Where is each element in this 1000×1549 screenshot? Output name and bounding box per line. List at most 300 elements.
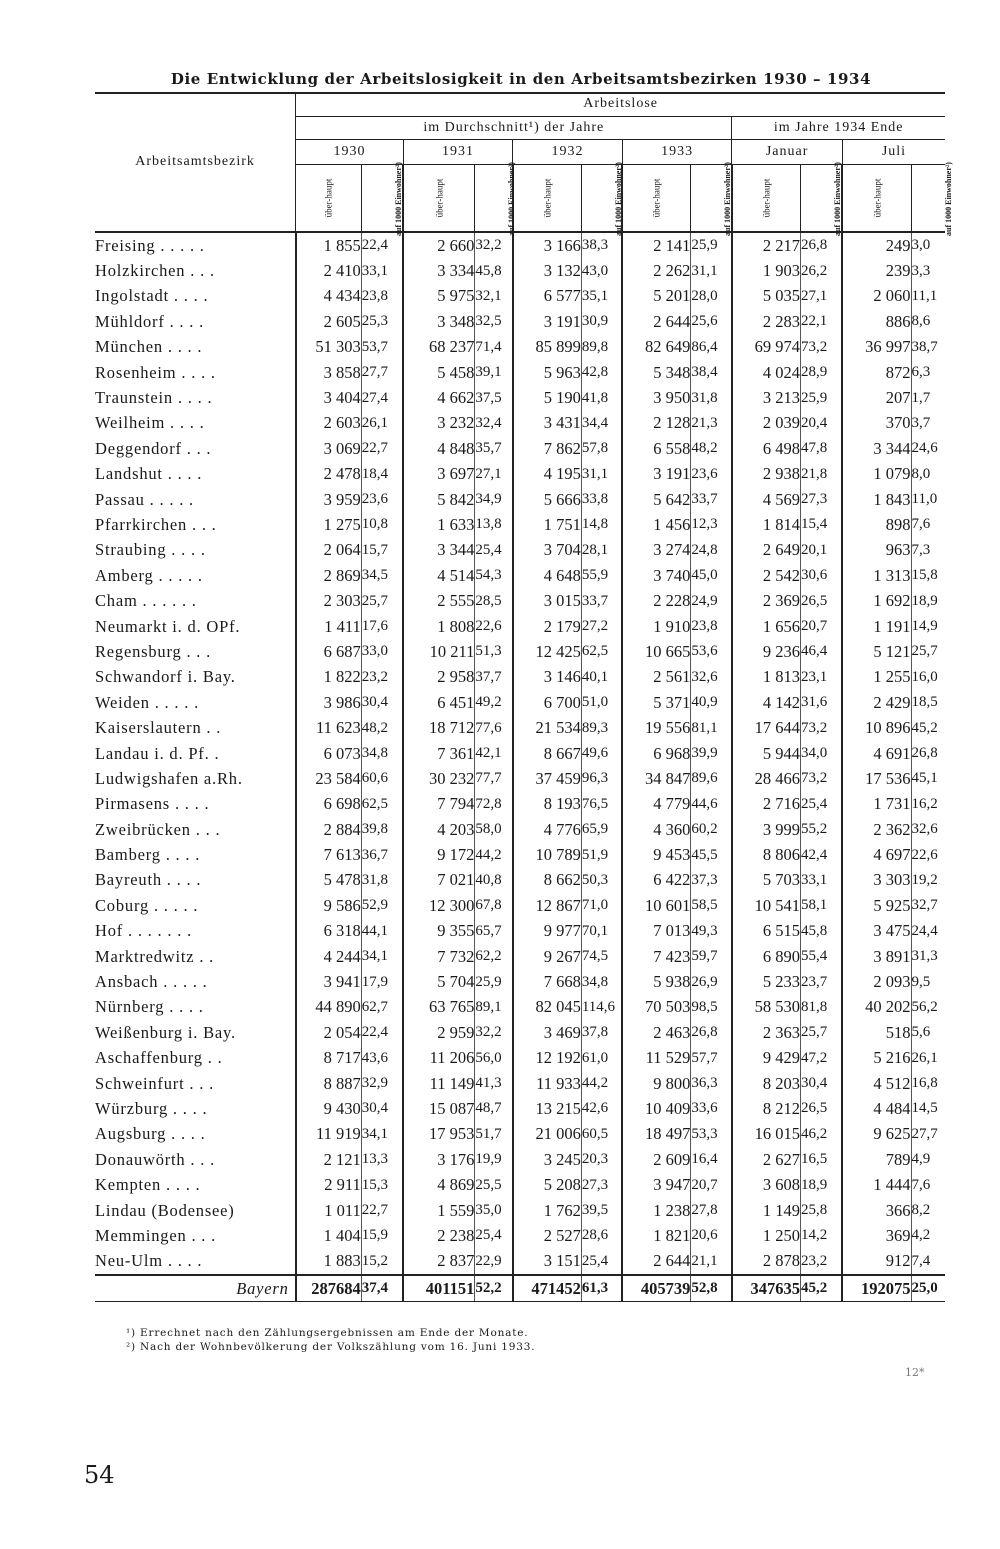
count-cell: 5 371 [622, 690, 691, 715]
count-cell: 11 919 [296, 1122, 362, 1147]
rate-cell: 32,4 [475, 411, 513, 436]
count-cell: 6 073 [296, 741, 362, 766]
count-cell: 2 283 [732, 309, 801, 334]
district-name: Zweibrücken . . . [95, 817, 296, 842]
count-cell: 3 950 [622, 385, 691, 410]
col-total-label: über-haupt [761, 178, 772, 218]
rate-cell: 26,8 [800, 232, 842, 258]
footnote: ²) Nach der Wohnbevölkerung der Volkszählung vom 16. Juni 1933. [126, 1341, 536, 1353]
count-cell: 3 740 [622, 563, 691, 588]
district-name: Aschaffenburg . . [95, 1046, 296, 1071]
col-per1000-label: auf 1000 Einwohner²) [832, 161, 842, 236]
rate-cell: 31,3 [911, 944, 945, 969]
table-row [95, 284, 945, 309]
unemployed-header: Arbeitslose [296, 92, 945, 117]
count-cell: 18 712 [403, 715, 475, 740]
table-row [95, 792, 945, 817]
count-cell: 2 128 [622, 411, 691, 436]
table-row [95, 868, 945, 893]
table-row [95, 232, 945, 258]
count-cell: 8 887 [296, 1071, 362, 1096]
count-cell: 207 [842, 385, 911, 410]
count-cell: 3 999 [732, 817, 801, 842]
rate-cell: 25,7 [800, 1020, 842, 1045]
rate-cell: 44,2 [581, 1071, 622, 1096]
average-years-header: im Durchschnitt¹) der Jahre [296, 117, 732, 140]
rate-cell: 33,1 [800, 868, 842, 893]
count-cell: 2 644 [622, 1249, 691, 1275]
count-cell: 2 410 [296, 258, 362, 283]
table-row [95, 690, 945, 715]
count-cell: 17 644 [732, 715, 801, 740]
count-cell: 401151 [403, 1275, 475, 1302]
table-top-rule [95, 92, 945, 94]
count-cell: 17 953 [403, 1122, 475, 1147]
col-per1000-label: auf 1000 Einwohner²) [507, 161, 517, 236]
col-per1000-label: auf 1000 Einwohner²) [723, 161, 733, 236]
count-cell: 1 692 [842, 588, 911, 613]
count-cell: 249 [842, 232, 911, 258]
rate-cell: 21,8 [800, 462, 842, 487]
count-cell: 4 434 [296, 284, 362, 309]
table-row [95, 1046, 945, 1071]
count-cell: 2 649 [732, 538, 801, 563]
count-cell: 18 497 [622, 1122, 691, 1147]
rate-cell: 28,0 [691, 284, 732, 309]
rate-cell: 39,9 [691, 741, 732, 766]
count-cell: 10 896 [842, 715, 911, 740]
count-cell: 10 601 [622, 893, 691, 918]
table-row [95, 309, 945, 334]
rate-cell: 45,0 [691, 563, 732, 588]
table-row [95, 335, 945, 360]
count-cell: 68 237 [403, 335, 475, 360]
count-cell: 2 555 [403, 588, 475, 613]
rate-cell: 23,8 [691, 614, 732, 639]
count-cell: 7 361 [403, 741, 475, 766]
rate-cell: 81,1 [691, 715, 732, 740]
rate-cell: 32,6 [911, 817, 945, 842]
rate-cell: 35,7 [475, 436, 513, 461]
district-name: Lindau (Bodensee) [95, 1198, 296, 1223]
rate-cell: 44,6 [691, 792, 732, 817]
count-cell: 9 453 [622, 842, 691, 867]
rate-cell: 15,3 [361, 1172, 403, 1197]
rate-cell: 50,3 [581, 868, 622, 893]
rate-cell: 18,4 [361, 462, 403, 487]
count-cell: 7 732 [403, 944, 475, 969]
rate-cell: 77,7 [475, 766, 513, 791]
count-cell: 9 267 [513, 944, 582, 969]
district-name: Bayreuth . . . . [95, 868, 296, 893]
count-cell: 6 498 [732, 436, 801, 461]
rate-cell: 15,4 [800, 512, 842, 537]
count-cell: 347635 [732, 1275, 801, 1302]
count-cell: 8 717 [296, 1046, 362, 1071]
count-cell: 5 642 [622, 487, 691, 512]
rate-cell: 54,3 [475, 563, 513, 588]
rate-cell: 24,9 [691, 588, 732, 613]
rate-cell: 14,5 [911, 1096, 945, 1121]
rate-cell: 34,5 [361, 563, 403, 588]
table-row [95, 588, 945, 613]
count-cell: 3 891 [842, 944, 911, 969]
rate-cell: 26,8 [911, 741, 945, 766]
rate-cell: 96,3 [581, 766, 622, 791]
rate-cell: 23,1 [800, 665, 842, 690]
rate-cell: 16,0 [911, 665, 945, 690]
district-name: Regensburg . . . [95, 639, 296, 664]
rate-cell: 38,4 [691, 360, 732, 385]
count-cell: 5 216 [842, 1046, 911, 1071]
rate-cell: 61,3 [581, 1275, 622, 1302]
count-cell: 34 847 [622, 766, 691, 791]
rate-cell: 16,5 [800, 1147, 842, 1172]
rate-cell: 33,7 [581, 588, 622, 613]
table-row [95, 1122, 945, 1147]
count-cell: 2 179 [513, 614, 582, 639]
rate-cell: 45,8 [475, 258, 513, 283]
count-cell: 192075 [842, 1275, 911, 1302]
rate-cell: 49,2 [475, 690, 513, 715]
count-cell: 5 201 [622, 284, 691, 309]
count-cell: 8 806 [732, 842, 801, 867]
count-cell: 6 451 [403, 690, 475, 715]
rate-cell: 45,8 [800, 919, 842, 944]
count-cell: 5 190 [513, 385, 582, 410]
rate-cell: 53,6 [691, 639, 732, 664]
rate-cell: 6,3 [911, 360, 945, 385]
rate-cell: 40,1 [581, 665, 622, 690]
count-cell: 4 697 [842, 842, 911, 867]
rate-cell: 40,8 [475, 868, 513, 893]
period-header-1932: 1932 [513, 140, 623, 165]
district-name: Weiden . . . . . [95, 690, 296, 715]
rate-cell: 27,2 [581, 614, 622, 639]
rate-cell: 39,1 [475, 360, 513, 385]
rate-cell: 42,6 [581, 1096, 622, 1121]
rate-cell: 28,9 [800, 360, 842, 385]
count-cell: 3 146 [513, 665, 582, 690]
count-cell: 5 963 [513, 360, 582, 385]
count-cell: 5 938 [622, 969, 691, 994]
rate-cell: 31,8 [361, 868, 403, 893]
count-cell: 1 843 [842, 487, 911, 512]
rate-cell: 40,9 [691, 690, 732, 715]
count-cell: 12 867 [513, 893, 582, 918]
count-cell: 3 176 [403, 1147, 475, 1172]
rate-cell: 26,5 [800, 1096, 842, 1121]
count-cell: 5 348 [622, 360, 691, 385]
count-cell: 10 211 [403, 639, 475, 664]
table-row [95, 639, 945, 664]
count-cell: 9 625 [842, 1122, 911, 1147]
rate-cell: 25,4 [475, 1223, 513, 1248]
count-cell: 963 [842, 538, 911, 563]
count-cell: 1 903 [732, 258, 801, 283]
rate-cell: 22,6 [475, 614, 513, 639]
count-cell: 9 800 [622, 1071, 691, 1096]
rate-cell: 55,4 [800, 944, 842, 969]
count-cell: 1 814 [732, 512, 801, 537]
count-cell: 10 789 [513, 842, 582, 867]
count-cell: 8 667 [513, 741, 582, 766]
rate-cell: 32,2 [475, 232, 513, 258]
rate-cell: 81,8 [800, 995, 842, 1020]
district-name: Memmingen . . . [95, 1223, 296, 1248]
rate-cell: 23,6 [691, 462, 732, 487]
count-cell: 2 478 [296, 462, 362, 487]
count-cell: 1 191 [842, 614, 911, 639]
rate-cell: 7,6 [911, 512, 945, 537]
count-cell: 3 245 [513, 1147, 582, 1172]
rate-cell: 28,5 [475, 588, 513, 613]
rate-cell: 26,5 [800, 588, 842, 613]
count-cell: 9 236 [732, 639, 801, 664]
rate-cell: 15,7 [361, 538, 403, 563]
count-cell: 3 151 [513, 1249, 582, 1275]
col-per1000-label: auf 1000 Einwohner²) [613, 161, 623, 236]
rate-cell: 32,7 [911, 893, 945, 918]
district-name: Cham . . . . . . [95, 588, 296, 613]
count-cell: 37 459 [513, 766, 582, 791]
count-cell: 5 925 [842, 893, 911, 918]
rate-cell: 34,1 [361, 1122, 403, 1147]
rate-cell: 13,3 [361, 1147, 403, 1172]
rate-cell: 16,8 [911, 1071, 945, 1096]
count-cell: 70 503 [622, 995, 691, 1020]
count-cell: 3 069 [296, 436, 362, 461]
rate-cell: 62,2 [475, 944, 513, 969]
table-row [95, 995, 945, 1020]
count-cell: 2 878 [732, 1249, 801, 1275]
rate-cell: 19,2 [911, 868, 945, 893]
rate-cell: 60,2 [691, 817, 732, 842]
table-row [95, 842, 945, 867]
count-cell: 11 529 [622, 1046, 691, 1071]
count-cell: 6 687 [296, 639, 362, 664]
table-row [95, 1198, 945, 1223]
rate-cell: 53,3 [691, 1122, 732, 1147]
count-cell: 6 577 [513, 284, 582, 309]
count-cell: 2 660 [403, 232, 475, 258]
rate-cell: 25,9 [800, 385, 842, 410]
count-cell: 6 422 [622, 868, 691, 893]
count-cell: 28 466 [732, 766, 801, 791]
count-cell: 4 244 [296, 944, 362, 969]
count-cell: 2 060 [842, 284, 911, 309]
rate-cell: 32,9 [361, 1071, 403, 1096]
district-name: Amberg . . . . . [95, 563, 296, 588]
count-cell: 5 233 [732, 969, 801, 994]
table-row [95, 487, 945, 512]
rate-cell: 8,6 [911, 309, 945, 334]
rate-cell: 44,1 [361, 919, 403, 944]
count-cell: 4 869 [403, 1172, 475, 1197]
total-row [95, 1275, 945, 1302]
rate-cell: 27,7 [361, 360, 403, 385]
rate-cell: 56,2 [911, 995, 945, 1020]
district-name: Traunstein . . . . [95, 385, 296, 410]
count-cell: 9 586 [296, 893, 362, 918]
rate-cell: 34,4 [581, 411, 622, 436]
count-cell: 4 360 [622, 817, 691, 842]
rate-cell: 28,1 [581, 538, 622, 563]
rate-cell: 60,6 [361, 766, 403, 791]
count-cell: 3 303 [842, 868, 911, 893]
rate-cell: 18,9 [911, 588, 945, 613]
count-cell: 3 132 [513, 258, 582, 283]
count-cell: 4 203 [403, 817, 475, 842]
table-row [95, 1020, 945, 1045]
rate-cell: 71,4 [475, 335, 513, 360]
rate-cell: 3,7 [911, 411, 945, 436]
rate-cell: 27,3 [800, 487, 842, 512]
count-cell: 1 559 [403, 1198, 475, 1223]
rate-cell: 41,3 [475, 1071, 513, 1096]
count-cell: 287684 [296, 1275, 362, 1302]
count-cell: 2 429 [842, 690, 911, 715]
table-row [95, 715, 945, 740]
count-cell: 5 975 [403, 284, 475, 309]
count-cell: 7 794 [403, 792, 475, 817]
count-cell: 4 648 [513, 563, 582, 588]
count-cell: 4 691 [842, 741, 911, 766]
col-total-label: über-haupt [542, 178, 553, 218]
count-cell: 6 558 [622, 436, 691, 461]
rate-cell: 36,3 [691, 1071, 732, 1096]
rate-cell: 57,7 [691, 1046, 732, 1071]
table-row [95, 360, 945, 385]
rate-cell: 27,8 [691, 1198, 732, 1223]
rate-cell: 48,2 [361, 715, 403, 740]
rate-cell: 52,9 [361, 893, 403, 918]
rate-cell: 30,4 [361, 690, 403, 715]
rate-cell: 25,8 [800, 1198, 842, 1223]
count-cell: 2 644 [622, 309, 691, 334]
table-row [95, 385, 945, 410]
rate-cell: 14,9 [911, 614, 945, 639]
rate-cell: 37,7 [475, 665, 513, 690]
count-cell: 9 977 [513, 919, 582, 944]
rate-cell: 52,2 [475, 1275, 513, 1302]
col-total-label: über-haupt [323, 178, 334, 218]
table-row [95, 411, 945, 436]
count-cell: 10 541 [732, 893, 801, 918]
rate-cell: 25,9 [691, 232, 732, 258]
count-cell: 3 704 [513, 538, 582, 563]
rate-cell: 62,5 [581, 639, 622, 664]
rate-cell: 22,7 [361, 1198, 403, 1223]
count-cell: 11 206 [403, 1046, 475, 1071]
rate-cell: 34,9 [475, 487, 513, 512]
rate-cell: 46,2 [800, 1122, 842, 1147]
district-name: Schweinfurt . . . [95, 1071, 296, 1096]
rate-cell: 7,3 [911, 538, 945, 563]
rate-cell: 39,8 [361, 817, 403, 842]
table-row [95, 512, 945, 537]
col-total-label: über-haupt [871, 178, 882, 218]
rate-cell: 11,1 [911, 284, 945, 309]
rate-cell: 51,7 [475, 1122, 513, 1147]
count-cell: 13 215 [513, 1096, 582, 1121]
rate-cell: 20,6 [691, 1223, 732, 1248]
unemployment-table [95, 92, 953, 1302]
rate-cell: 45,2 [911, 715, 945, 740]
rate-cell: 89,3 [581, 715, 622, 740]
district-name: Rosenheim . . . . [95, 360, 296, 385]
count-cell: 789 [842, 1147, 911, 1172]
rate-cell: 22,7 [361, 436, 403, 461]
rate-cell: 23,2 [361, 665, 403, 690]
year-1934-header: im Jahre 1934 Ende [732, 117, 945, 140]
count-cell: 1 633 [403, 512, 475, 537]
rate-cell: 71,0 [581, 893, 622, 918]
rate-cell: 16,4 [691, 1147, 732, 1172]
rate-cell: 45,1 [911, 766, 945, 791]
rate-cell: 39,5 [581, 1198, 622, 1223]
count-cell: 10 665 [622, 639, 691, 664]
rate-cell: 45,5 [691, 842, 732, 867]
rate-cell: 70,1 [581, 919, 622, 944]
count-cell: 2 938 [732, 462, 801, 487]
rate-cell: 31,1 [581, 462, 622, 487]
col-per1000-label: auf 1000 Einwohner²) [393, 161, 403, 236]
count-cell: 471452 [513, 1275, 582, 1302]
count-cell: 3 475 [842, 919, 911, 944]
rate-cell: 51,0 [581, 690, 622, 715]
table-row [95, 258, 945, 283]
rate-cell: 33,6 [691, 1096, 732, 1121]
rate-cell: 26,1 [911, 1046, 945, 1071]
count-cell: 1 238 [622, 1198, 691, 1223]
count-cell: 7 021 [403, 868, 475, 893]
table-row [95, 817, 945, 842]
rate-cell: 43,0 [581, 258, 622, 283]
rate-cell: 30,4 [800, 1071, 842, 1096]
count-cell: 5 208 [513, 1172, 582, 1197]
footnote: ¹) Errechnet nach den Zählungsergebnissen am Ende der Monate. [126, 1327, 529, 1339]
count-cell: 3 858 [296, 360, 362, 385]
rate-cell: 33,0 [361, 639, 403, 664]
rate-cell: 67,8 [475, 893, 513, 918]
rate-cell: 8,0 [911, 462, 945, 487]
signature-mark: 12* [905, 1366, 925, 1379]
rate-cell: 14,8 [581, 512, 622, 537]
rate-cell: 31,6 [800, 690, 842, 715]
district-name: Weißenburg i. Bay. [95, 1020, 296, 1045]
rate-cell: 25,0 [911, 1275, 945, 1302]
rate-cell: 25,3 [361, 309, 403, 334]
rate-cell: 56,0 [475, 1046, 513, 1071]
rate-cell: 37,5 [475, 385, 513, 410]
rate-cell: 15,8 [911, 563, 945, 588]
rate-cell: 26,1 [361, 411, 403, 436]
count-cell: 2 463 [622, 1020, 691, 1045]
rate-cell: 89,1 [475, 995, 513, 1020]
count-cell: 4 195 [513, 462, 582, 487]
count-cell: 1 011 [296, 1198, 362, 1223]
rate-cell: 17,6 [361, 614, 403, 639]
count-cell: 3 213 [732, 385, 801, 410]
count-cell: 5 478 [296, 868, 362, 893]
rate-cell: 18,9 [800, 1172, 842, 1197]
count-cell: 2 228 [622, 588, 691, 613]
count-cell: 82 045 [513, 995, 582, 1020]
table-row [95, 665, 945, 690]
rate-cell: 7,6 [911, 1172, 945, 1197]
col-total-label: über-haupt [434, 178, 445, 218]
